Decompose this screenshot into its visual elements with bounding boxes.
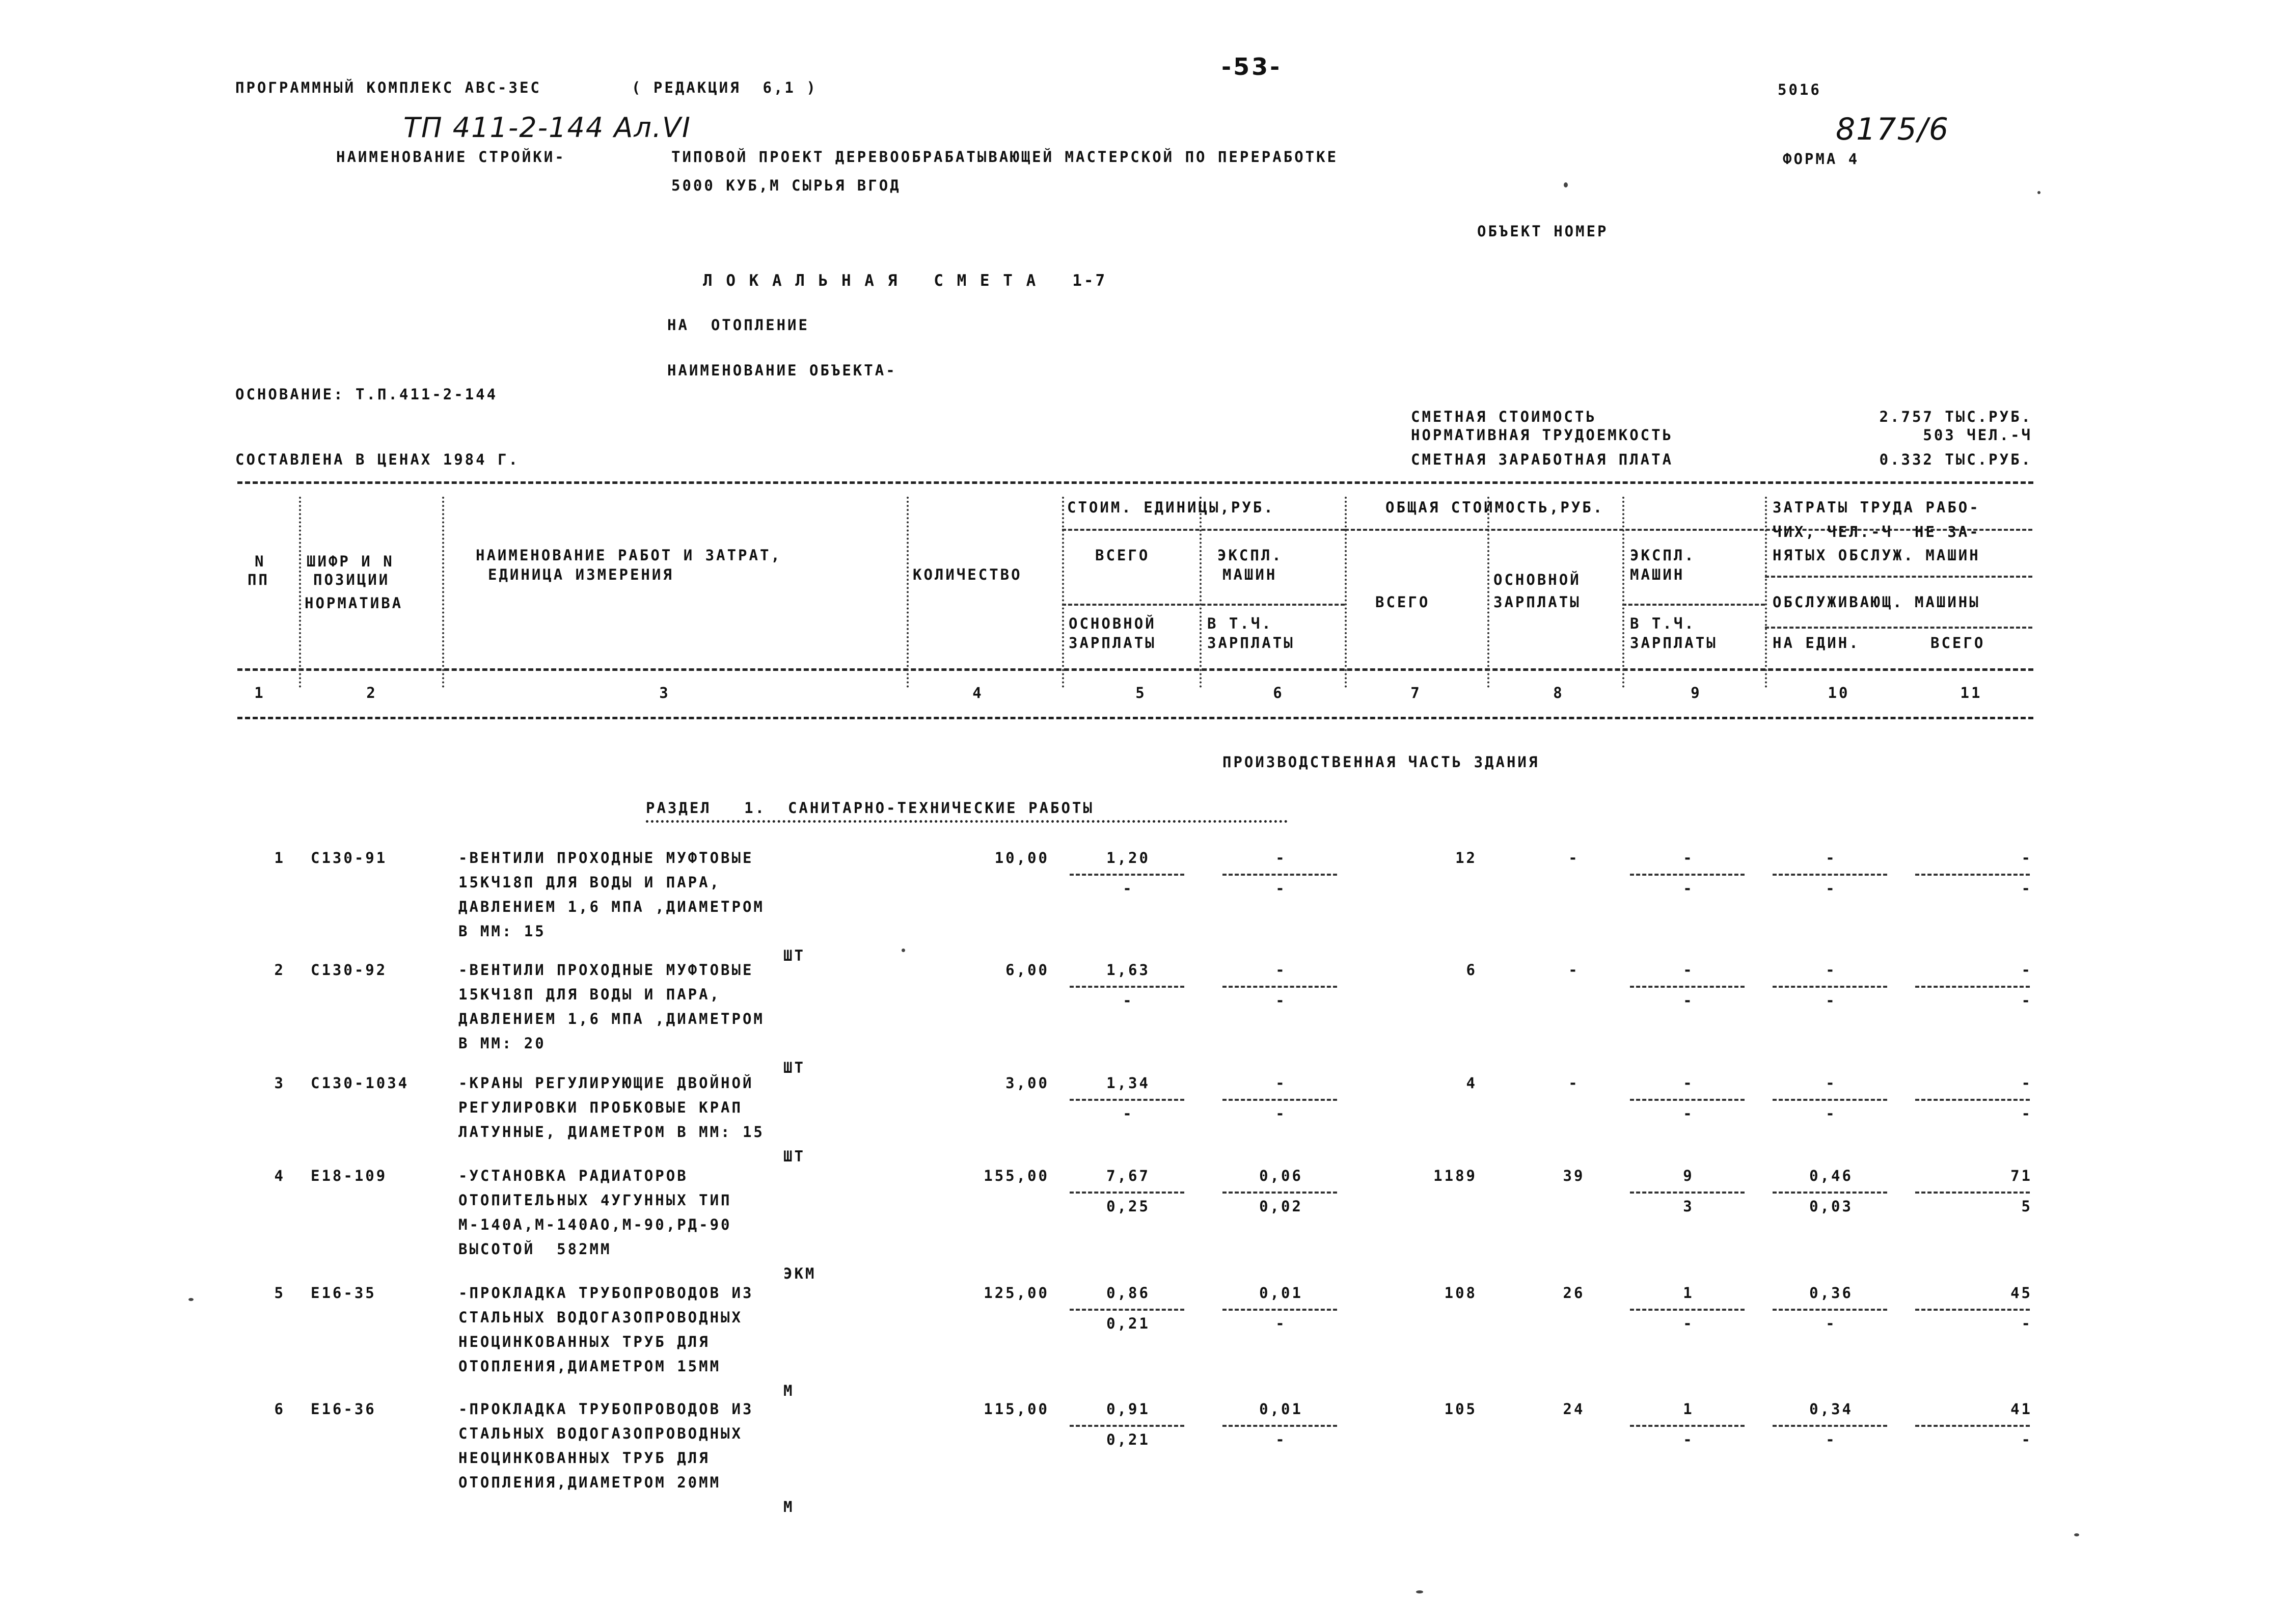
project-code-handwritten: ТП 411-2-144 Ал.VI bbox=[403, 112, 691, 144]
col-separator bbox=[1345, 497, 1347, 688]
row-total-machines: 1 bbox=[1683, 1284, 1694, 1302]
row-unit-machines: 0,06 bbox=[1259, 1167, 1303, 1184]
row-code: С130-91 bbox=[311, 849, 388, 867]
row-unit-wages: 0,25 bbox=[1106, 1198, 1150, 1215]
row-total-wages: - bbox=[1568, 1074, 1580, 1092]
row-unit-machine-wages: - bbox=[1275, 1431, 1287, 1448]
row-labor-unit-b: - bbox=[1826, 1105, 1837, 1122]
cell-divider bbox=[1630, 1309, 1745, 1311]
header-inner-rule bbox=[1062, 529, 1345, 531]
row-quantity: 115,00 bbox=[984, 1400, 1049, 1418]
row-total: 4 bbox=[1466, 1074, 1477, 1092]
col-separator bbox=[907, 497, 909, 688]
col-labor-group: ЧИХ, ЧЕЛ.-Ч НЕ ЗА- bbox=[1773, 523, 1980, 540]
row-description: НЕОЦИНКОВАННЫХ ТРУБ ДЛЯ bbox=[458, 1333, 710, 1350]
row-labor-unit-b: - bbox=[1826, 1431, 1837, 1448]
part-title: ПРОИЗВОДСТВЕННАЯ ЧАСТЬ ЗДАНИЯ bbox=[1222, 753, 1540, 771]
row-description: -ВЕНТИЛИ ПРОХОДНЫЕ МУФТОВЫЕ bbox=[458, 961, 754, 979]
form-number: ФОРМА 4 bbox=[1783, 150, 1860, 168]
row-unit-machines: - bbox=[1275, 849, 1287, 867]
estimate-subtitle: НА ОТОПЛЕНИЕ bbox=[667, 316, 809, 334]
scan-speck bbox=[2037, 191, 2040, 194]
row-unit-wages: 0,21 bbox=[1106, 1315, 1150, 1332]
row-description: М-140А,М-140АО,М-90,РД-90 bbox=[458, 1216, 732, 1233]
row-code: Е16-35 bbox=[311, 1284, 376, 1302]
row-labor-unit-b: - bbox=[1826, 992, 1837, 1009]
row-total: 105 bbox=[1444, 1400, 1477, 1418]
col-labor-group: НЯТЫХ ОБСЛУЖ. МАШИН bbox=[1773, 547, 1980, 564]
row-labor-total-b: - bbox=[2021, 992, 2032, 1009]
row-description: -ВЕНТИЛИ ПРОХОДНЫЕ МУФТОВЫЕ bbox=[458, 849, 754, 867]
row-number: 5 bbox=[274, 1284, 285, 1302]
scan-speck bbox=[902, 949, 905, 952]
row-unit: ШТ bbox=[783, 1059, 805, 1076]
row-description: ОТОПЛЕНИЯ,ДИАМЕТРОМ 20ММ bbox=[458, 1474, 721, 1491]
row-description: ОТОПЛЕНИЯ,ДИАМЕТРОМ 15ММ bbox=[458, 1358, 721, 1375]
col-separator bbox=[1062, 497, 1064, 688]
col-number: 11 bbox=[1960, 684, 1982, 701]
cell-divider bbox=[1915, 1099, 2030, 1101]
row-unit-total: 1,20 bbox=[1106, 849, 1150, 867]
construction-label: НАИМЕНОВАНИЕ СТРОЙКИ- bbox=[336, 148, 566, 166]
row-labor-total-b: - bbox=[2021, 1431, 2032, 1448]
row-unit-total: 0,86 bbox=[1106, 1284, 1150, 1302]
row-total-machine-wages: - bbox=[1683, 1431, 1694, 1448]
col-number: 8 bbox=[1553, 684, 1564, 701]
cell-divider bbox=[1070, 1425, 1184, 1427]
col-n-header: N bbox=[255, 553, 266, 570]
row-description: ДАВЛЕНИЕМ 1,6 МПА ,ДИАМЕТРОМ bbox=[458, 898, 765, 915]
col-total-wages-header: ОСНОВНОЙ bbox=[1493, 571, 1581, 588]
col-separator bbox=[1622, 497, 1624, 688]
estimate-title: Л О К А Л Ь Н А Я С М Е Т А 1-7 bbox=[703, 272, 1107, 290]
row-labor-total-b: 5 bbox=[2021, 1198, 2032, 1215]
row-unit-total: 0,91 bbox=[1106, 1400, 1150, 1418]
cell-divider bbox=[1915, 986, 2030, 988]
row-number: 3 bbox=[274, 1074, 285, 1092]
row-number: 4 bbox=[274, 1167, 285, 1184]
col-total-machines-header: ЭКСПЛ. bbox=[1630, 547, 1696, 564]
row-number: 6 bbox=[274, 1400, 285, 1418]
col-separator bbox=[299, 497, 301, 688]
cell-divider bbox=[1222, 986, 1337, 988]
col-number: 10 bbox=[1828, 684, 1850, 701]
row-total-machine-wages: - bbox=[1683, 880, 1694, 897]
scan-speck bbox=[2074, 1533, 2079, 1536]
cell-divider bbox=[1070, 986, 1184, 988]
row-description: СТАЛЬНЫХ ВОДОГАЗОПРОВОДНЫХ bbox=[458, 1425, 743, 1442]
row-labor-unit: 0,46 bbox=[1809, 1167, 1853, 1184]
cell-divider bbox=[1070, 1309, 1184, 1311]
row-total: 108 bbox=[1444, 1284, 1477, 1302]
cell-divider bbox=[1070, 874, 1184, 876]
row-unit: ШТ bbox=[783, 1148, 805, 1165]
row-unit-wages: - bbox=[1123, 992, 1134, 1009]
header-inner-rule bbox=[1765, 627, 2032, 629]
row-unit-machine-wages: - bbox=[1275, 1105, 1287, 1122]
row-code: Е18-109 bbox=[311, 1167, 388, 1184]
row-labor-unit-b: - bbox=[1826, 880, 1837, 897]
object-name-label: НАИМЕНОВАНИЕ ОБЪЕКТА- bbox=[667, 362, 897, 379]
row-total-machines: - bbox=[1683, 961, 1694, 979]
col-unit-machines-header: ЭКСПЛ. bbox=[1217, 547, 1283, 564]
row-description: -ПРОКЛАДКА ТРУБОПРОВОДОВ ИЗ bbox=[458, 1284, 754, 1302]
col-n-header: ПП bbox=[248, 571, 269, 588]
summary-value-cost: 2.757 ТЫС.РУБ. bbox=[1879, 408, 2032, 425]
row-quantity: 6,00 bbox=[1005, 961, 1049, 979]
page-number: -53- bbox=[1221, 53, 1282, 80]
row-labor-total: 45 bbox=[2010, 1284, 2032, 1302]
cell-divider bbox=[1630, 986, 1745, 988]
col-unit-wages-header: ОСНОВНОЙ bbox=[1069, 615, 1156, 632]
row-description: -КРАНЫ РЕГУЛИРУЮЩИЕ ДВОЙНОЙ bbox=[458, 1074, 754, 1092]
col-unit-wages-header: ЗАРПЛАТЫ bbox=[1069, 634, 1156, 652]
cell-divider bbox=[1070, 1192, 1184, 1194]
col-total-cost-group: ОБЩАЯ СТОИМОСТЬ,РУБ. bbox=[1385, 499, 1604, 516]
row-total: 1189 bbox=[1433, 1167, 1477, 1184]
row-total-machines: 9 bbox=[1683, 1167, 1694, 1184]
section-title: РАЗДЕЛ 1. САНИТАРНО-ТЕХНИЧЕСКИЕ РАБОТЫ bbox=[646, 799, 1094, 817]
header-inner-rule bbox=[1622, 604, 1765, 606]
row-unit-machine-wages: - bbox=[1275, 880, 1287, 897]
header-inner-rule bbox=[1765, 576, 2032, 578]
col-separator bbox=[1765, 497, 1767, 688]
basis: ОСНОВАНИЕ: Т.П.411-2-144 bbox=[235, 386, 498, 403]
row-description: ОТОПИТЕЛЬНЫХ 4УГУННЫХ ТИП bbox=[458, 1192, 732, 1209]
row-labor-total-b: - bbox=[2021, 1315, 2032, 1332]
row-total-machine-wages: - bbox=[1683, 1315, 1694, 1332]
row-labor-unit-b: - bbox=[1826, 1315, 1837, 1332]
row-total-machines: - bbox=[1683, 1074, 1694, 1092]
row-description: 15КЧ18П ДЛЯ ВОДЫ И ПАРА, bbox=[458, 986, 721, 1003]
document-code: 5016 bbox=[1778, 81, 1821, 98]
row-labor-total: - bbox=[2021, 961, 2032, 979]
row-labor-total: - bbox=[2021, 1074, 2032, 1092]
cell-divider bbox=[1222, 1425, 1337, 1427]
scan-speck bbox=[1416, 1590, 1423, 1593]
col-separator bbox=[1200, 497, 1202, 688]
row-description: РЕГУЛИРОВКИ ПРОБКОВЫЕ КРАП bbox=[458, 1099, 743, 1116]
table-top-rule bbox=[237, 481, 2033, 484]
cell-divider bbox=[1222, 1309, 1337, 1311]
col-desc-header: ЕДИНИЦА ИЗМЕРЕНИЯ bbox=[488, 566, 674, 583]
construction-name-line1: ТИПОВОЙ ПРОЕКТ ДЕРЕВООБРАБАТЫВАЮЩЕЙ МАСТЕРСКОЙ ПО ПЕРЕРАБОТКЕ bbox=[671, 148, 1339, 166]
row-labor-unit: - bbox=[1826, 849, 1837, 867]
row-unit-machine-wages: - bbox=[1275, 1315, 1287, 1332]
col-number: 2 bbox=[366, 684, 377, 701]
scan-speck bbox=[188, 1298, 194, 1301]
row-total-wages: 26 bbox=[1563, 1284, 1585, 1302]
scan-speck bbox=[1564, 182, 1568, 187]
row-total-wages: - bbox=[1568, 961, 1580, 979]
row-description: -УСТАНОВКА РАДИАТОРОВ bbox=[458, 1167, 688, 1184]
col-number: 7 bbox=[1410, 684, 1422, 701]
row-unit-machines: 0,01 bbox=[1259, 1400, 1303, 1418]
col-total-header: ВСЕГО bbox=[1375, 593, 1430, 611]
table-numbers-rule bbox=[237, 717, 2033, 719]
row-labor-total: 41 bbox=[2010, 1400, 2032, 1418]
row-unit: ШТ bbox=[783, 947, 805, 964]
col-unit-cost-group: СТОИМ. ЕДИНИЦЫ,РУБ. bbox=[1067, 499, 1275, 516]
row-labor-unit: - bbox=[1826, 1074, 1837, 1092]
cell-divider bbox=[1630, 874, 1745, 876]
table-header-rule bbox=[237, 668, 2033, 671]
price-basis: СОСТАВЛЕНА В ЦЕНАХ 1984 Г. bbox=[235, 451, 520, 468]
cell-divider bbox=[1630, 1192, 1745, 1194]
row-unit: М bbox=[783, 1382, 795, 1399]
row-unit-machine-wages: - bbox=[1275, 992, 1287, 1009]
cell-divider bbox=[1915, 1425, 2030, 1427]
col-number: 6 bbox=[1273, 684, 1284, 701]
sheet-number-handwritten: 8175/6 bbox=[1836, 112, 1950, 147]
cell-divider bbox=[1222, 1192, 1337, 1194]
row-total-wages: - bbox=[1568, 849, 1580, 867]
summary-value-wages: 0.332 ТЫС.РУБ. bbox=[1879, 451, 2032, 468]
col-separator bbox=[442, 497, 444, 688]
row-total-wages: 24 bbox=[1563, 1400, 1585, 1418]
col-labor-total-header: ВСЕГО bbox=[1930, 634, 1985, 652]
cell-divider bbox=[1222, 874, 1337, 876]
cell-divider bbox=[1915, 1309, 2030, 1311]
row-description: ВЫСОТОЙ 582ММ bbox=[458, 1240, 612, 1258]
row-unit: М bbox=[783, 1498, 795, 1515]
row-unit-wages: 0,21 bbox=[1106, 1431, 1150, 1448]
col-total-machine-wages-header: В Т.Ч. bbox=[1630, 615, 1696, 632]
row-unit: ЭКМ bbox=[783, 1265, 817, 1282]
row-labor-unit: 0,36 bbox=[1809, 1284, 1853, 1302]
row-quantity: 3,00 bbox=[1005, 1074, 1049, 1092]
row-unit-wages: - bbox=[1123, 1105, 1134, 1122]
row-description: НЕОЦИНКОВАННЫХ ТРУБ ДЛЯ bbox=[458, 1449, 710, 1467]
row-description: СТАЛЬНЫХ ВОДОГАЗОПРОВОДНЫХ bbox=[458, 1309, 743, 1326]
cell-divider bbox=[1773, 874, 1887, 876]
col-separator bbox=[1487, 497, 1489, 688]
row-description: В ММ: 20 bbox=[458, 1035, 546, 1052]
row-quantity: 10,00 bbox=[994, 849, 1049, 867]
object-number: ОБЪЕКТ НОМЕР bbox=[1477, 223, 1609, 240]
row-number: 2 bbox=[274, 961, 285, 979]
col-labor-group: ЗАТРАТЫ ТРУДА РАБО- bbox=[1773, 499, 1980, 516]
section-underline bbox=[646, 820, 1288, 823]
row-total: 6 bbox=[1466, 961, 1477, 979]
cell-divider bbox=[1773, 1192, 1887, 1194]
row-unit-machines: - bbox=[1275, 961, 1287, 979]
row-unit-total: 1,34 bbox=[1106, 1074, 1150, 1092]
col-labor-unit-header: НА ЕДИН. bbox=[1773, 634, 1860, 652]
row-total-wages: 39 bbox=[1563, 1167, 1585, 1184]
row-description: -ПРОКЛАДКА ТРУБОПРОВОДОВ ИЗ bbox=[458, 1400, 754, 1418]
row-total-machine-wages: - bbox=[1683, 992, 1694, 1009]
row-description: ДАВЛЕНИЕМ 1,6 МПА ,ДИАМЕТРОМ bbox=[458, 1010, 765, 1027]
cell-divider bbox=[1773, 986, 1887, 988]
cell-divider bbox=[1630, 1425, 1745, 1427]
col-unit-machine-wages-header: В Т.Ч. bbox=[1207, 615, 1273, 632]
col-unit-total-header: ВСЕГО bbox=[1095, 547, 1150, 564]
row-unit-total: 7,67 bbox=[1106, 1167, 1150, 1184]
cell-divider bbox=[1915, 874, 2030, 876]
cell-divider bbox=[1773, 1099, 1887, 1101]
row-code: Е16-36 bbox=[311, 1400, 376, 1418]
col-labor-group: ОБСЛУЖИВАЮЩ. МАШИНЫ bbox=[1773, 593, 1980, 611]
col-number: 5 bbox=[1135, 684, 1147, 701]
program-name: ПРОГРАММНЫЙ КОМПЛЕКС АВС-3ЕС bbox=[235, 79, 541, 96]
col-number: 9 bbox=[1691, 684, 1702, 701]
row-labor-unit: 0,34 bbox=[1809, 1400, 1853, 1418]
row-labor-total-b: - bbox=[2021, 880, 2032, 897]
row-description: 15КЧ18П ДЛЯ ВОДЫ И ПАРА, bbox=[458, 874, 721, 891]
row-code: С130-1034 bbox=[311, 1074, 410, 1092]
cell-divider bbox=[1773, 1309, 1887, 1311]
summary-label-wages: СМЕТНАЯ ЗАРАБОТНАЯ ПЛАТА bbox=[1411, 451, 1674, 468]
summary-label-cost: СМЕТНАЯ СТОИМОСТЬ bbox=[1411, 408, 1597, 425]
col-total-wages-header: ЗАРПЛАТЫ bbox=[1493, 593, 1581, 611]
row-unit-machines: - bbox=[1275, 1074, 1287, 1092]
cell-divider bbox=[1773, 1425, 1887, 1427]
row-total: 12 bbox=[1455, 849, 1477, 867]
row-labor-total: - bbox=[2021, 849, 2032, 867]
header-inner-rule bbox=[1062, 604, 1345, 606]
summary-label-labor: НОРМАТИВНАЯ ТРУДОЕМКОСТЬ bbox=[1411, 426, 1674, 444]
row-labor-unit-b: 0,03 bbox=[1809, 1198, 1853, 1215]
construction-name-line2: 5000 КУБ,М СЫРЬЯ ВГОД bbox=[671, 177, 901, 194]
col-total-machine-wages-header: ЗАРПЛАТЫ bbox=[1630, 634, 1718, 652]
row-total-machine-wages: 3 bbox=[1683, 1198, 1694, 1215]
row-unit-wages: - bbox=[1123, 880, 1134, 897]
row-total-machines: 1 bbox=[1683, 1400, 1694, 1418]
row-labor-total: 71 bbox=[2010, 1167, 2032, 1184]
program-edition: ( РЕДАКЦИЯ 6,1 ) bbox=[632, 79, 818, 96]
col-code-header: ШИФР И N bbox=[307, 553, 394, 570]
cell-divider bbox=[1222, 1099, 1337, 1101]
cell-divider bbox=[1070, 1099, 1184, 1101]
col-code-header: ПОЗИЦИИ bbox=[313, 571, 390, 588]
col-code-header: НОРМАТИВА bbox=[305, 594, 403, 612]
col-number: 1 bbox=[254, 684, 265, 701]
col-desc-header: НАИМЕНОВАНИЕ РАБОТ И ЗАТРАТ, bbox=[476, 547, 782, 564]
col-number: 4 bbox=[972, 684, 984, 701]
cell-divider bbox=[1915, 1192, 2030, 1194]
row-unit-machines: 0,01 bbox=[1259, 1284, 1303, 1302]
col-number: 3 bbox=[659, 684, 670, 701]
row-labor-total-b: - bbox=[2021, 1105, 2032, 1122]
row-code: С130-92 bbox=[311, 961, 388, 979]
col-unit-machines-header: МАШИН bbox=[1222, 566, 1277, 583]
col-unit-machine-wages-header: ЗАРПЛАТЫ bbox=[1207, 634, 1295, 652]
row-unit-machine-wages: 0,02 bbox=[1259, 1198, 1303, 1215]
row-description: ЛАТУННЫЕ, ДИАМЕТРОМ В ММ: 15 bbox=[458, 1123, 765, 1141]
row-number: 1 bbox=[274, 849, 285, 867]
row-labor-unit: - bbox=[1826, 961, 1837, 979]
cell-divider bbox=[1630, 1099, 1745, 1101]
row-quantity: 155,00 bbox=[984, 1167, 1049, 1184]
row-quantity: 125,00 bbox=[984, 1284, 1049, 1302]
col-qty-header: КОЛИЧЕСТВО bbox=[913, 566, 1022, 583]
summary-value-labor: 503 ЧЕЛ.-Ч bbox=[1923, 426, 2032, 444]
row-total-machines: - bbox=[1683, 849, 1694, 867]
row-description: В ММ: 15 bbox=[458, 923, 546, 940]
row-total-machine-wages: - bbox=[1683, 1105, 1694, 1122]
col-total-machines-header: МАШИН bbox=[1630, 566, 1685, 583]
row-unit-total: 1,63 bbox=[1106, 961, 1150, 979]
